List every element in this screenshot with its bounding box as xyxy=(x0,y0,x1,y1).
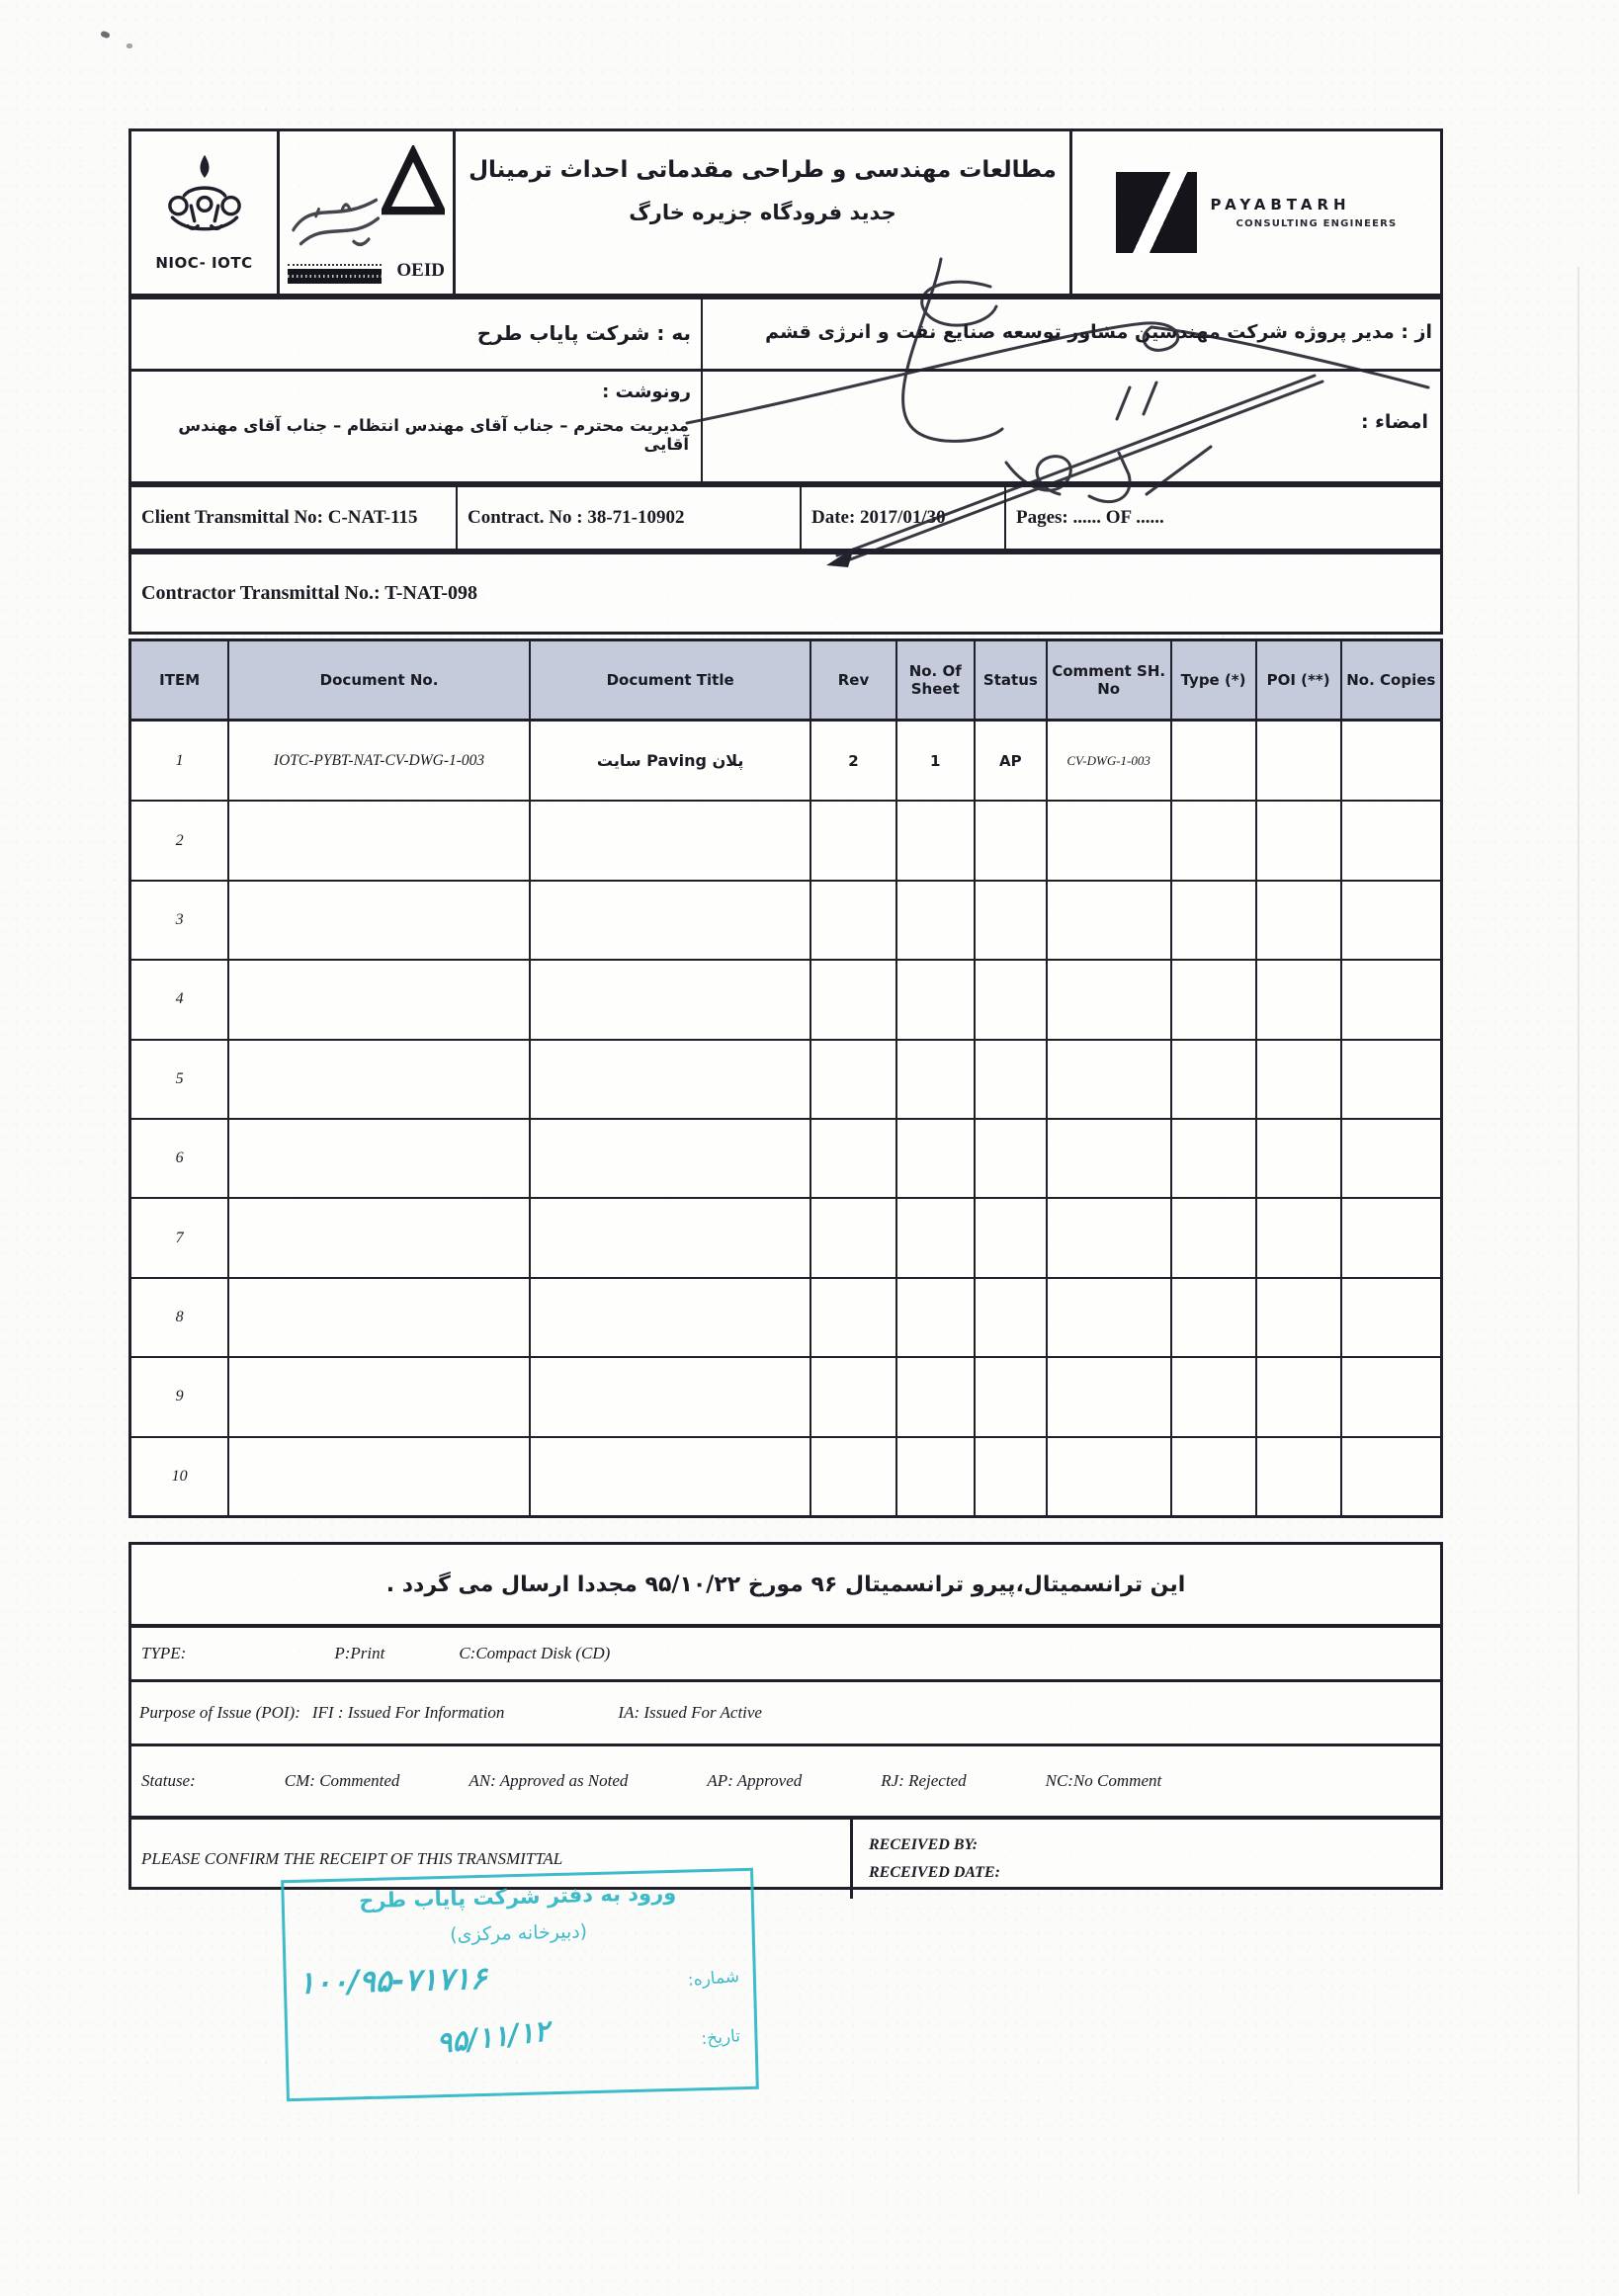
stamp-title-line1: ورود به دفتر شرکت پایاب طرح xyxy=(358,1880,677,1913)
from-line: از : مدیر پروژه شرکت مهندسین مشاور توسعه صنایع نفت و انرژی قشم xyxy=(765,321,1432,343)
cell-sheets xyxy=(897,1199,976,1276)
cell-item: 6 xyxy=(131,1120,229,1197)
cell-doc_no xyxy=(229,1120,531,1197)
oeid-label: OEID xyxy=(396,260,445,281)
stamp-number-label: شماره: xyxy=(687,1966,740,1991)
cell-comment xyxy=(1048,961,1172,1038)
cell-status xyxy=(976,1120,1048,1197)
cell-poi xyxy=(1257,1041,1342,1118)
status-nc: NC:No Comment xyxy=(1045,1771,1162,1790)
cell-copies xyxy=(1342,1120,1440,1197)
type-cd: C:Compact Disk (CD) xyxy=(459,1644,611,1662)
column-header: Document No. xyxy=(229,641,531,719)
cell-item: 2 xyxy=(131,802,229,879)
cell-status xyxy=(976,1199,1048,1276)
cell-title xyxy=(531,1199,812,1276)
cell-rev xyxy=(811,1438,896,1515)
cell-comment xyxy=(1048,1041,1172,1118)
cell-status xyxy=(976,802,1048,879)
cell-comment xyxy=(1048,1279,1172,1356)
document-table xyxy=(128,638,1443,1518)
to-line: به : شرکت پایاب طرح xyxy=(476,321,691,345)
project-title-line1: مطالعات مهندسی و طراحی مقدماتی احداث ترمینال xyxy=(469,157,1057,183)
cell-rev xyxy=(811,1041,896,1118)
cell-rev xyxy=(811,1120,896,1197)
cell-copies xyxy=(1342,722,1440,800)
cell-status xyxy=(976,1041,1048,1118)
cell-doc_no xyxy=(229,1279,531,1356)
signature-label: امضاء : xyxy=(1360,411,1428,433)
cc-cell xyxy=(131,372,703,481)
cell-type xyxy=(1172,802,1257,879)
from-cell xyxy=(703,299,1440,369)
table-row xyxy=(131,1438,1440,1515)
cell-copies xyxy=(1342,1279,1440,1356)
scan-speck xyxy=(127,43,132,48)
contract-no: Contract. No : 38-71-10902 xyxy=(458,487,802,549)
column-header: No. Copies xyxy=(1346,671,1436,689)
cell-rev xyxy=(811,882,896,959)
cell-status xyxy=(976,961,1048,1038)
cell-rev xyxy=(811,1279,896,1356)
signature-cell xyxy=(703,372,1440,481)
column-header: Rev xyxy=(811,641,896,719)
cell-type xyxy=(1172,1438,1257,1515)
cell-copies xyxy=(1342,1041,1440,1118)
status-label: Statuse: xyxy=(141,1771,196,1790)
cc-label: رونوشت : xyxy=(602,382,691,402)
cell-copies xyxy=(1342,961,1440,1038)
payabtarh-mark-icon xyxy=(1116,172,1197,253)
cell-status xyxy=(976,882,1048,959)
legend-box xyxy=(128,1542,1443,1890)
received-date-label: RECEIVED DATE: xyxy=(869,1864,1000,1881)
cell-title xyxy=(531,882,812,959)
nioc-logo-cell xyxy=(131,131,280,294)
scan-speck xyxy=(100,31,111,40)
cell-title xyxy=(531,1120,812,1197)
poi-legend-row xyxy=(131,1679,1440,1743)
table-row xyxy=(131,802,1440,881)
nioc-derrick-icon xyxy=(159,153,250,248)
received-block xyxy=(853,1820,1440,1899)
cell-sheets xyxy=(897,1279,976,1356)
cell-comment: CV-DWG-1-003 xyxy=(1048,722,1172,800)
to-from-row xyxy=(131,299,1440,372)
cell-status: AP xyxy=(976,722,1048,800)
document-table-header xyxy=(131,641,1440,722)
column-header: POI (**) xyxy=(1257,641,1342,719)
cell-copies xyxy=(1342,1438,1440,1515)
cell-copies xyxy=(1342,882,1440,959)
cell-rev xyxy=(811,1358,896,1435)
transmittal-meta-row xyxy=(128,484,1443,552)
cell-type xyxy=(1172,1041,1257,1118)
received-by-label: RECEIVED BY: xyxy=(869,1836,979,1853)
date-field: Date: 2017/01/30 xyxy=(802,487,1006,549)
cell-rev: 2 xyxy=(811,722,896,800)
column-header: Status xyxy=(976,641,1048,719)
cell-item: 5 xyxy=(131,1041,229,1118)
cell-item: 1 xyxy=(131,722,229,800)
cell-title xyxy=(531,961,812,1038)
type-print: P:Print xyxy=(334,1644,385,1662)
cell-copies xyxy=(1342,802,1440,879)
table-row xyxy=(131,882,1440,961)
cell-item: 9 xyxy=(131,1358,229,1435)
cell-type xyxy=(1172,882,1257,959)
cell-rev xyxy=(811,961,896,1038)
cell-poi xyxy=(1257,802,1342,879)
cell-poi xyxy=(1257,1358,1342,1435)
cell-type xyxy=(1172,961,1257,1038)
cell-copies xyxy=(1342,1199,1440,1276)
cell-status xyxy=(976,1279,1048,1356)
cell-type xyxy=(1172,1358,1257,1435)
cell-comment xyxy=(1048,882,1172,959)
cell-comment xyxy=(1048,1438,1172,1515)
header-band xyxy=(128,128,1443,297)
oeid-calligraphy-block xyxy=(288,145,382,284)
cell-type xyxy=(1172,1279,1257,1356)
status-an: AN: Approved as Noted xyxy=(469,1771,629,1790)
cell-item: 8 xyxy=(131,1279,229,1356)
cell-comment xyxy=(1048,802,1172,879)
cell-poi xyxy=(1257,882,1342,959)
oeid-banner xyxy=(288,269,382,284)
stamp-number-value: ۱۰۰/۹۵-۷۱۷۱۶ xyxy=(298,1960,488,2001)
cc-signature-row xyxy=(131,372,1440,481)
cell-title xyxy=(531,1438,812,1515)
pages-field: Pages: ...... OF ...... xyxy=(1016,507,1164,528)
cell-title xyxy=(531,1279,812,1356)
contractor-transmittal-row xyxy=(128,552,1443,635)
cell-doc_no xyxy=(229,802,531,879)
poi-ifi: IFI : Issued For Information xyxy=(311,1703,505,1722)
table-row xyxy=(131,1199,1440,1278)
cell-item: 4 xyxy=(131,961,229,1038)
cell-sheets xyxy=(897,1120,976,1197)
cell-type xyxy=(1172,722,1257,800)
stamp-title-line2: (دبیرخانه مرکزی) xyxy=(449,1920,588,1946)
payabtarh-subtitle: CONSULTING ENGINEERS xyxy=(1236,218,1398,229)
oeid-triangle-icon xyxy=(382,145,445,236)
cell-poi xyxy=(1257,961,1342,1038)
cell-status xyxy=(976,1358,1048,1435)
stamp-date-value: ۹۵/۱۱/۱۲ xyxy=(434,2013,552,2061)
oeid-triangle-block xyxy=(382,145,445,284)
scan-fold-line xyxy=(1577,267,1579,2194)
column-header: Document Title xyxy=(531,641,812,719)
cell-comment xyxy=(1048,1199,1172,1276)
contractor-transmittal-no: Contractor Transmittal No.: T-NAT-098 xyxy=(141,581,477,604)
cell-sheets xyxy=(897,1438,976,1515)
stamp-date-label: تاریخ: xyxy=(701,2026,742,2050)
cell-sheets xyxy=(897,802,976,879)
cell-poi xyxy=(1257,1199,1342,1276)
cell-type xyxy=(1172,1199,1257,1276)
cell-doc_no xyxy=(229,1199,531,1276)
office-entry-stamp xyxy=(281,1868,759,2101)
table-row xyxy=(131,722,1440,802)
resend-note: این ترانسمیتال،پیرو ترانسمیتال ۹۶ مورخ ۹۵/۱۰/۲۲ مجددا ارسال می گردد . xyxy=(131,1545,1440,1628)
cell-title xyxy=(531,1041,812,1118)
oeid-calligraphy-icon xyxy=(288,191,382,260)
column-header: Comment SH. No xyxy=(1048,641,1172,719)
payabtarh-name: PAYABTARH xyxy=(1210,196,1351,213)
nioc-label: NIOC- IOTC xyxy=(155,254,253,272)
project-title-cell xyxy=(456,131,1072,294)
cell-item: 3 xyxy=(131,882,229,959)
project-title-line2: جدید فرودگاه جزیره خارگ xyxy=(629,201,896,224)
cell-doc_no xyxy=(229,1438,531,1515)
cell-title: پلان Paving سایت xyxy=(531,722,812,800)
cell-poi xyxy=(1257,1279,1342,1356)
type-label: TYPE: xyxy=(141,1644,187,1662)
cell-doc_no xyxy=(229,1358,531,1435)
cell-sheets xyxy=(897,1041,976,1118)
cell-doc_no xyxy=(229,961,531,1038)
cell-item: 7 xyxy=(131,1199,229,1276)
cell-title xyxy=(531,802,812,879)
cell-sheets xyxy=(897,961,976,1038)
cell-type xyxy=(1172,1120,1257,1197)
type-legend-row xyxy=(131,1628,1440,1679)
to-cell xyxy=(131,299,703,369)
cell-doc_no: IOTC-PYBT-NAT-CV-DWG-1-003 xyxy=(229,722,531,800)
table-row xyxy=(131,1279,1440,1358)
cell-copies xyxy=(1342,1358,1440,1435)
cc-line: مدیریت محترم – جناب آقای مهندس انتظام – جناب آقای مهندس آقایی xyxy=(178,416,689,454)
cell-sheets xyxy=(897,882,976,959)
cell-doc_no xyxy=(229,1041,531,1118)
cell-status xyxy=(976,1438,1048,1515)
table-row xyxy=(131,1041,1440,1120)
status-ap: AP: Approved xyxy=(707,1771,803,1790)
cell-poi xyxy=(1257,722,1342,800)
table-row xyxy=(131,961,1440,1040)
cell-comment xyxy=(1048,1120,1172,1197)
column-header: Type (*) xyxy=(1172,641,1257,719)
table-row xyxy=(131,1120,1440,1199)
confirm-receipt-text: PLEASE CONFIRM THE RECEIPT OF THIS TRANSMITTAL xyxy=(131,1820,853,1899)
cell-rev xyxy=(811,802,896,879)
cell-rev xyxy=(811,1199,896,1276)
oeid-logo-cell xyxy=(280,131,456,294)
cell-sheets: 1 xyxy=(897,722,976,800)
status-legend-row xyxy=(131,1743,1440,1816)
cell-comment xyxy=(1048,1358,1172,1435)
table-row xyxy=(131,1358,1440,1437)
doc-table-body xyxy=(131,722,1440,1515)
poi-ia: IA: Issued For Active xyxy=(618,1703,762,1722)
oeid-dotted-rule xyxy=(288,264,382,266)
cell-doc_no xyxy=(229,882,531,959)
status-rj: RJ: Rejected xyxy=(881,1771,967,1790)
poi-label: Purpose of Issue (POI): xyxy=(139,1703,300,1722)
client-transmittal-no: Client Transmittal No: C-NAT-115 xyxy=(131,487,458,549)
status-cm: CM: Commented xyxy=(284,1771,400,1790)
column-header: ITEM xyxy=(131,641,229,719)
cell-poi xyxy=(1257,1438,1342,1515)
cell-poi xyxy=(1257,1120,1342,1197)
cell-item: 10 xyxy=(131,1438,229,1515)
payabtarh-logo-cell xyxy=(1072,131,1440,294)
column-header: No. Of Sheet xyxy=(897,641,976,719)
cell-title xyxy=(531,1358,812,1435)
address-block xyxy=(128,297,1443,484)
cell-sheets xyxy=(897,1358,976,1435)
